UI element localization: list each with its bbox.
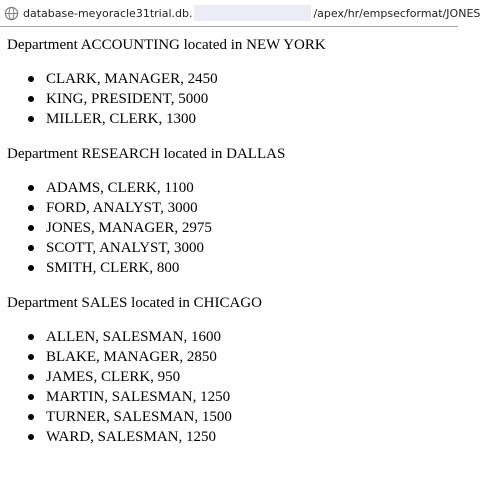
globe-icon <box>4 6 19 21</box>
employee-item: TURNER, SALESMAN, 1500 <box>7 407 455 427</box>
department-heading: Department ACCOUNTING located in NEW YORK <box>7 37 326 53</box>
employee-list <box>7 69 455 129</box>
url-redacted-segment <box>194 5 311 21</box>
department-section <box>7 293 455 447</box>
department-heading: Department SALES located in CHICAGO <box>7 295 262 311</box>
department-section <box>7 35 455 129</box>
employee-item: ADAMS, CLERK, 1100 <box>7 178 455 198</box>
employee-item: KING, PRESIDENT, 5000 <box>7 89 455 109</box>
url-path: /apex/hr/empsecformat/JONES <box>313 6 480 20</box>
employee-item: WARD, SALESMAN, 1250 <box>7 427 455 447</box>
employee-item: JAMES, CLERK, 950 <box>7 367 455 387</box>
page-content <box>7 35 455 462</box>
employee-list <box>7 178 455 278</box>
employee-item: JONES, MANAGER, 2975 <box>7 218 455 238</box>
url-host: database-meyoracle31trial.db. <box>23 6 193 20</box>
employee-item: BLAKE, MANAGER, 2850 <box>7 347 455 367</box>
employee-list <box>7 327 455 447</box>
employee-item: SMITH, CLERK, 800 <box>7 258 455 278</box>
employee-item: SCOTT, ANALYST, 3000 <box>7 238 455 258</box>
address-bar[interactable] <box>0 0 480 27</box>
employee-item: ALLEN, SALESMAN, 1600 <box>7 327 455 347</box>
employee-item: MARTIN, SALESMAN, 1250 <box>7 387 455 407</box>
department-heading: Department RESEARCH located in DALLAS <box>7 146 286 162</box>
employee-item: CLARK, MANAGER, 2450 <box>7 69 455 89</box>
department-section <box>7 144 455 278</box>
employee-item: FORD, ANALYST, 3000 <box>7 198 455 218</box>
employee-item: MILLER, CLERK, 1300 <box>7 109 455 129</box>
